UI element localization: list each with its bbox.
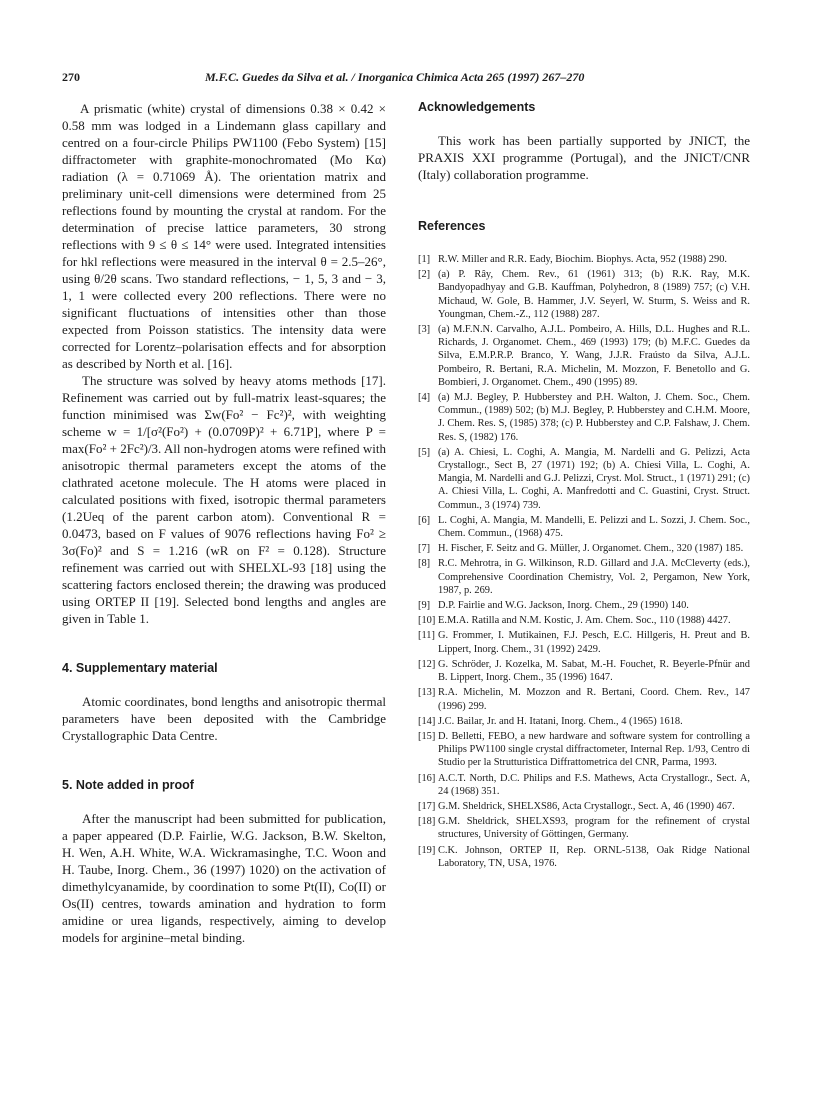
reference-text: R.C. Mehrotra, in G. Wilkinson, R.D. Gillard and J.A. McCleverty (eds.), Comprehensive Coordination Chemistry, Vol. 2, Pergamon, New York, 1987, p. 269.	[438, 558, 750, 596]
reference-number: [4]	[418, 392, 431, 404]
reference-text: (a) M.F.N.N. Carvalho, A.J.L. Pombeiro, A. Hills, D.L. Hughes and R.L. Richards, J. Organomet. Chem., 469 (1993) 179; (b) M.F.C. Guedes da Silva, E.M.P.R.P. Branco, Y. Wang, J.J.R. Fraústo da Silva, A.J.L. Pombeiro, R. Bertani, R.A. Michelin, M. Mozzon, F. Benetollo and G. Bombieri, J. Organomet. Chem., 490 (1995) 89.	[438, 324, 750, 388]
reference-text: G. Schröder, J. Kozelka, M. Sabat, M.-H. Fouchet, R. Beyerle-Pfnür and B. Lippert, Inorg. Chem., 35 (1996) 1647.	[438, 658, 750, 684]
reference-number: [13]	[418, 687, 436, 699]
reference-text: R.W. Miller and R.R. Eady, Biochim. Biophys. Acta, 952 (1988) 290.	[438, 254, 727, 265]
reference-number: [5]	[418, 446, 431, 458]
reference-text: H. Fischer, F. Seitz and G. Müller, J. Organomet. Chem., 320 (1987) 185.	[438, 543, 744, 555]
crystal-paragraph: A prismatic (white) crystal of dimensions 0.38 × 0.42 × 0.58 mm was lodged in a Lindemann glass capillary and centred on a four-circle Philips PW1100 (Febo System) [15] diffractometer with graphite-monochromated (Mo Kα) radiation (λ = 0.71069 Å). The orientation matrix and preliminary unit-cell dimensions were determined from 25 reflections found by mounting the crystal at random. For the determination of precise lattice parameters, 30 strong reflections with 9 ≤ θ ≤ 14° were used. Integrated intensities for hkl reflections were measured in the interval θ = 2.5–26°, using θ/2θ scans. Two standard reflections, − 1, 5, 3 and − 3, 1, 1 were collected every 200 reflections. There were no significant fluctuations of intensities other than those expected from Poisson statistics. The intensity data were corrected for Lorentz–polarisation effects and for absorption as described by North et al. [16].	[62, 101, 386, 371]
reference-text: G.M. Sheldrick, SHELXS93, program for the refinement of crystal structures, University of Göttingen, Germany.	[438, 816, 750, 841]
reference-number: [11]	[418, 630, 435, 642]
reference-item	[418, 844, 750, 870]
reference-text: J.C. Bailar, Jr. and H. Itatani, Inorg. Chem., 4 (1965) 1618.	[438, 715, 683, 727]
reference-text: (a) P. Rây, Chem. Rev., 61 (1961) 313; (b) R.K. Ray, M.K. Bandyopadhyay and G.B. Kauffman, Polyhedron, 8 (1989) 757; (c) V.H. Michaud, W. Gole, B. Hammer, J.V. Seyerl, W. Sturm, S. Weiss and R. Youngman, Chem.-Z., 112 (1988) 287.	[438, 269, 750, 320]
reference-item	[418, 253, 750, 266]
right-column	[418, 100, 750, 872]
reference-item	[418, 815, 750, 841]
section-4-title: 4. Supplementary material	[62, 661, 218, 675]
reference-number: [18]	[418, 816, 436, 828]
reference-item	[418, 542, 750, 555]
reference-text: D.P. Fairlie and W.G. Jackson, Inorg. Chem., 29 (1990) 140.	[438, 600, 689, 612]
reference-item	[418, 629, 750, 655]
reference-number: [9]	[418, 600, 431, 612]
reference-list	[418, 253, 750, 870]
reference-text: (a) M.J. Begley, P. Hubberstey and P.H. Walton, J. Chem. Soc., Chem. Commun., (1989) 502; (b) M.J. Begley, P. Hubberstey and C.H.M. Moore, J. Chem. Res. S, (1985) 378; (c) P. Hubberstey and C.P. Falshaw, J. Chem. Res. S, (1982) 176.	[438, 392, 750, 443]
reference-number: [19]	[418, 844, 436, 856]
section-4-text: Atomic coordinates, bond lengths and anisotropic thermal parameters have been deposited with the Cambridge Crystallographic Data Centre.	[62, 694, 386, 743]
reference-item	[418, 599, 750, 612]
section-5-text: After the manuscript had been submitted for publication, a paper appeared (D.P. Fairlie, W.G. Jackson, B.W. Skelton, H. Wen, A.H. White, W.A. Wickramasinghe, T.C. Woon and H. Taube, Inorg. Chem., 36 (1997) 1020) on the activation of dimethylcyanamide, by coordination to some Pt(II), Co(II) or Os(II) centres, towards amination and hydration to form amidine or urea ligands, respectively, aiming to develop models for arginine–metal binding.	[62, 811, 386, 945]
reference-number: [15]	[418, 730, 436, 742]
reference-item	[418, 323, 750, 389]
reference-text: (a) A. Chiesi, L. Coghi, A. Mangia, M. Nardelli and G. Pelizzi, Acta Crystallogr., Sect B, 27 (1971) 192; (b) A. Chiesi Villa, L. Coghi, A. Mangia, M. Nardelli and G.J. Pelizzi, Cryst. Mol. Struct., 1 (1971) 291; (c) A. Chiesi Villa, L. Coghi, A. Manfredotti and C. Guastini, Cryst. Struct. Commun., 3 (1974) 739.	[438, 446, 750, 511]
reference-item	[418, 658, 750, 684]
reference-text: G. Frommer, I. Mutikainen, F.J. Pesch, E.C. Hillgeris, H. Preut and B. Lippert, Inorg. Chem., 31 (1992) 2429.	[438, 630, 750, 655]
reference-item	[418, 800, 750, 813]
reference-text: G.M. Sheldrick, SHELXS86, Acta Crystallogr., Sect. A, 46 (1990) 467.	[438, 800, 735, 812]
reference-number: [7]	[418, 543, 431, 555]
reference-item	[418, 557, 750, 597]
reference-text: A.C.T. North, D.C. Philips and F.S. Mathews, Acta Crystallogr., Sect. A, 24 (1968) 351.	[438, 772, 750, 797]
reference-item	[418, 614, 750, 627]
reference-item	[418, 730, 750, 770]
reference-number: [2]	[418, 269, 431, 281]
acknowledgements-text: This work has been partially supported by JNICT, the PRAXIS XXI programme (Portugal), and the JNICT/CNR (Italy) collaboration programme.	[418, 133, 750, 182]
reference-number: [10]	[418, 615, 436, 627]
reference-number: [8]	[418, 558, 431, 570]
reference-number: [14]	[418, 715, 436, 727]
reference-number: [12]	[418, 658, 436, 670]
reference-number: [1]	[418, 254, 431, 265]
references-title: References	[418, 219, 486, 233]
structure-paragraph: The structure was solved by heavy atoms methods [17]. Refinement was carried out by full-matrix least-squares; the function minimised was Σw(Fo² − Fc²)², with weighting scheme w = 1/[σ²(Fo²) + (0.0709P)² + 6.71P], where P = max(Fo² + 2Fc²)/3. All non-hydrogen atoms were refined with anisotropic thermal parameters except the atoms of the clathrated acetone molecule. The H atoms were placed in calculated positions with fixed, isotropic thermal parameters (1.2Ueq of the parent carbon atom). Conventional R = 0.0473, based on F values of 9076 reflections having Fo² ≥ 3σ(Fo)² and S = 1.216 (wR on F² = 0.128). Structure refinement was carried out with SHELXL-93 [18] using the scattering factors enclosed therein; the drawing was produced using ORTEP II [19]. Selected bond lengths and angles are given in Table 1.	[62, 373, 386, 626]
reference-item	[418, 446, 750, 512]
reference-item	[418, 391, 750, 444]
page-header	[0, 0, 816, 100]
reference-item	[418, 514, 750, 540]
reference-item	[418, 686, 750, 712]
reference-number: [3]	[418, 324, 431, 336]
left-column	[62, 100, 386, 946]
reference-text: D. Belletti, FEBO, a new hardware and software system for controlling a Philips PW1100 single crystal diffractometer, Internal Rep. 1/93, Centro di Studio per la Strutturistica Diffrattometrica del CNR, Parma, 1993.	[438, 730, 750, 769]
reference-text: R.A. Michelin, M. Mozzon and R. Bertani, Coord. Chem. Rev., 147 (1996) 299.	[438, 687, 750, 712]
reference-number: [6]	[418, 514, 431, 526]
running-head: M.F.C. Guedes da Silva et al. / Inorganica Chimica Acta 265 (1997) 267–270	[205, 70, 585, 84]
reference-text: L. Coghi, A. Mangia, M. Mandelli, E. Pelizzi and L. Sozzi, J. Chem. Soc., Chem. Commun., (1968) 475.	[438, 514, 750, 540]
acknowledgements-title: Acknowledgements	[418, 100, 536, 114]
reference-number: [17]	[418, 800, 436, 812]
section-5-title: 5. Note added in proof	[62, 778, 194, 792]
reference-item	[418, 715, 750, 728]
reference-item	[418, 772, 750, 798]
reference-text: C.K. Johnson, ORTEP II, Rep. ORNL-5138, Oak Ridge National Laboratory, TN, USA, 1976.	[438, 844, 750, 869]
page-number: 270	[62, 70, 80, 84]
reference-number: [16]	[418, 772, 436, 784]
reference-text: E.M.A. Ratilla and N.M. Kostic, J. Am. Chem. Soc., 110 (1988) 4427.	[438, 615, 731, 627]
reference-item	[418, 268, 750, 321]
